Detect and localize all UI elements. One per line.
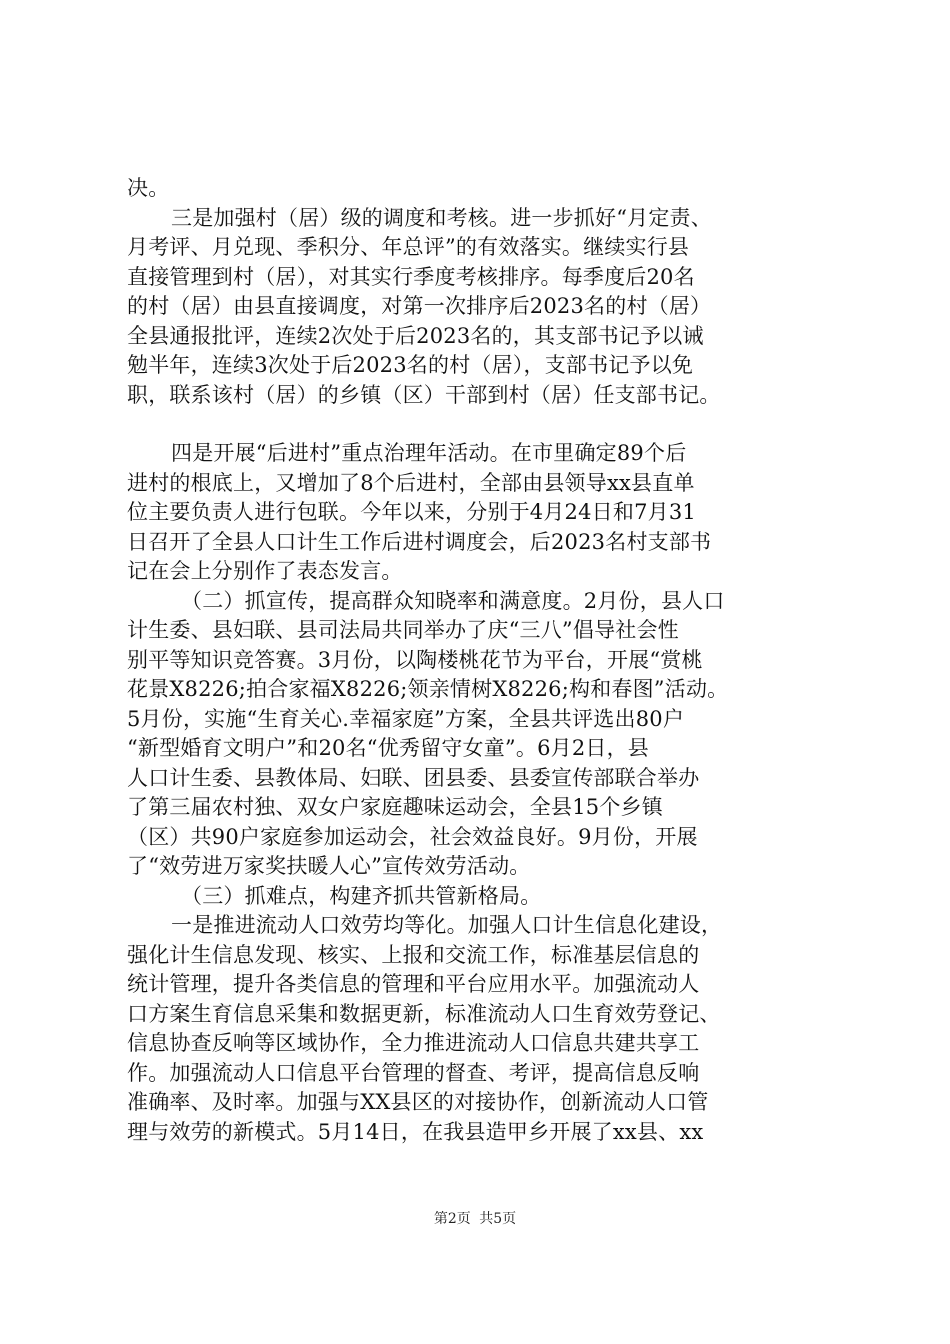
text-line: 信息协查反响等区域协作，全力推进流动人口信息共建共享工 — [127, 1031, 700, 1055]
text-line: 职，联系该村（居）的乡镇（区）干部到村（居）任支部书记。 — [127, 382, 721, 407]
text-line: 人口计生委、县教体局、妇联、团县委、县委宣传部联合举办 — [127, 765, 700, 790]
body-text — [127, 174, 837, 1147]
text-line: （二）抓宣传，提高群众知晓率和满意度。2月份，县人口 — [181, 588, 725, 613]
text-line: 四是开展“后进村”重点治理年活动。在市里确定89个后 — [171, 441, 687, 465]
text-line: 了第三届农村独、双女户家庭趣味运动会，全县15个乡镇 — [127, 795, 663, 819]
text-line: “新型婚育文明户”和20名“优秀留守女童”。6月2日，县 — [127, 736, 649, 760]
text-line: （区）共90户家庭参加运动会，社会效益良好。9月份，开展 — [127, 824, 698, 849]
text-line: 作。加强流动人口信息平台管理的督查、考评，提高信息反响 — [127, 1060, 700, 1085]
text-line: 计生委、县妇联、县司法局共同举办了庆“三八”倡导社会性 — [127, 618, 679, 642]
paragraph-gap — [127, 410, 837, 439]
text-line: 一是推进流动人口效劳均等化。加强人口计生信息化建设， — [171, 913, 723, 937]
text-line: 理与效劳的新模式。5月14日，在我县造甲乡开展了xx县、xx — [127, 1119, 704, 1144]
text-line: 强化计生信息发现、核实、上报和交流工作，标准基层信息的 — [127, 942, 700, 967]
text-line: 准确率、及时率。加强与XX县区的对接协作，创新流动人口管 — [127, 1090, 709, 1114]
text-line: 了“效劳进万家奖扶暖人心”宣传效劳活动。 — [127, 854, 531, 878]
text-line: 决。 — [127, 176, 170, 200]
text-line: 的村（居）由县直接调度，对第一次排序后2023名的村（居） — [127, 294, 712, 318]
text-line: 全县通报批评，连续2次处于后2023名的，其支部书记予以诫 — [127, 323, 704, 348]
text-line: 记在会上分别作了表态发言。 — [127, 559, 403, 583]
text-line: 月考评、月兑现、季积分、年总评”的有效落实。继续实行县 — [127, 235, 690, 259]
text-line: 5月份，实施“生育关心.幸福家庭”方案，全县共评选出80户 — [127, 706, 685, 731]
text-line: 日召开了全县人口计生工作后进村调度会，后2023名村支部书 — [127, 529, 712, 554]
text-line: 口方案生育信息采集和数据更新，标准流动人口生育效劳登记、 — [127, 1001, 721, 1026]
text-line: 统计管理，提升各类信息的管理和平台应用水平。加强流动人 — [127, 972, 700, 996]
text-line: 三是加强村（居）级的调度和考核。进一步抓好“月定责、 — [171, 205, 712, 230]
page-footer — [0, 1208, 950, 1228]
text-line: 别平等知识竞答赛。3月份，以陶楼桃花节为平台，开展“赏桃 — [127, 647, 703, 672]
text-line: 进村的根底上，又增加了8个后进村，全部由县领导xx县直单 — [127, 470, 695, 495]
text-line: 勉半年，连续3次处于后2023名的村（居），支部书记予以免 — [127, 353, 694, 377]
text-line: （三）抓难点，构建齐抓共管新格局。 — [181, 883, 542, 908]
text-line: 位主要负责人进行包联。今年以来，分别于4月24日和7月31 — [127, 500, 696, 524]
text-line: 直接管理到村（居），对其实行季度考核排序。每季度后20名 — [127, 264, 695, 289]
page-number: 第2页 — [433, 1211, 471, 1227]
text-line: 花景X8226;拍合家福X8226;领亲情树X8226;构和春图”活动。 — [127, 677, 729, 701]
page-total: 共5页 — [479, 1211, 517, 1227]
